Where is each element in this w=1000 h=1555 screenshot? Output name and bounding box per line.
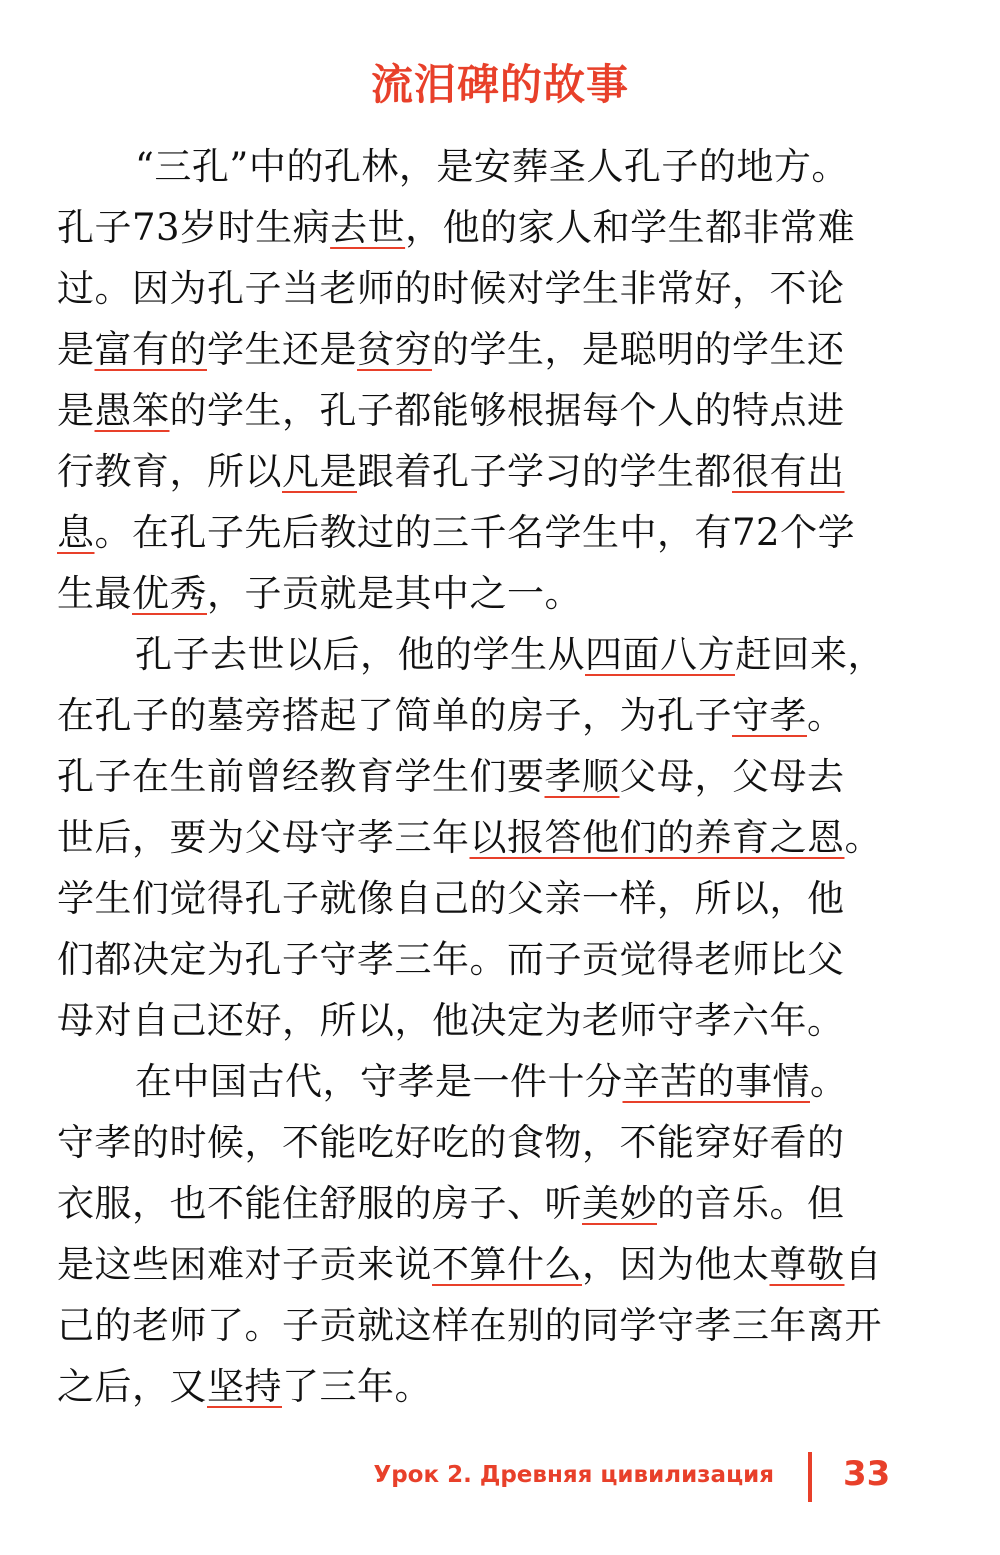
text-line <box>57 441 917 502</box>
text-line <box>57 685 917 746</box>
vocabulary-word: 富有的 <box>94 328 207 371</box>
text-line <box>57 1295 917 1356</box>
text-segment: 是 <box>57 328 95 371</box>
text-segment: 世后，要为父母守孝三年 <box>57 816 470 859</box>
text-segment: 是 <box>57 389 95 432</box>
text-line <box>57 197 917 258</box>
text-segment: 。在孔子先后教过的三千名学生中，有72个学 <box>94 511 856 554</box>
text-line <box>57 136 917 197</box>
text-segment: 的学生，是聪明的学生还 <box>432 328 845 371</box>
vocabulary-word: 很有出 <box>732 450 845 493</box>
text-segment: 。 <box>807 694 845 737</box>
text-segment: 过。因为孔子当老师的时候对学生非常好，不论 <box>57 267 845 310</box>
story-body <box>57 136 917 1417</box>
text-segment: 的学生，孔子都能够根据每个人的特点进 <box>169 389 845 432</box>
text-line <box>57 990 917 1051</box>
lesson-title: Урок 2. Древняя цивилизация <box>373 1462 774 1488</box>
vocabulary-word: 孝顺 <box>544 755 620 798</box>
text-line <box>57 624 917 685</box>
text-segment: 学生们觉得孔子就像自己的父亲一样，所以，他 <box>57 877 845 920</box>
text-line <box>57 1234 917 1295</box>
text-segment: 。 <box>844 816 882 859</box>
page-footer <box>0 1452 1000 1508</box>
text-segment: 己的老师了。子贡就这样在别的同学守孝三年离开 <box>57 1304 882 1347</box>
text-line <box>57 1112 917 1173</box>
text-segment: 在中国古代，守孝是一件十分 <box>135 1060 623 1103</box>
text-segment: 跟着孔子学习的学生都 <box>357 450 732 493</box>
text-segment: 了三年。 <box>282 1365 432 1408</box>
text-segment: 孔子在生前曾经教育学生们要 <box>57 755 545 798</box>
text-segment: 孔子73岁时生病 <box>57 206 331 249</box>
text-line <box>57 868 917 929</box>
text-line <box>57 746 917 807</box>
vocabulary-word: 四面八方 <box>585 633 735 676</box>
text-line <box>57 1173 917 1234</box>
text-segment: 。 <box>810 1060 848 1103</box>
vocabulary-word: 贫穷 <box>357 328 432 371</box>
text-segment: 自 <box>844 1243 882 1286</box>
text-segment: 生最 <box>57 572 132 615</box>
text-line <box>57 563 917 624</box>
page-title: 流泪碑的故事 <box>370 60 629 109</box>
text-segment: 母对自己还好，所以，他决定为老师守孝六年。 <box>57 999 845 1042</box>
footer-divider <box>808 1452 812 1502</box>
text-segment: 父母，父母去 <box>619 755 845 798</box>
text-segment: 孔子去世以后，他的学生从 <box>135 633 585 676</box>
vocabulary-word: 息 <box>57 511 95 554</box>
vocabulary-word: 美妙 <box>582 1182 657 1225</box>
text-line <box>57 502 917 563</box>
text-segment: 们都决定为孔子守孝三年。而子贡觉得老师比父 <box>57 938 845 981</box>
text-segment: “三孔”中的孔林，是安葬圣人孔子的地方。 <box>135 145 849 188</box>
text-line <box>57 319 917 380</box>
text-segment: 在孔子的墓旁搭起了简单的房子，为孔子 <box>57 694 732 737</box>
vocabulary-word: 愚笨 <box>94 389 170 432</box>
text-segment: 的音乐。但 <box>657 1182 845 1225</box>
text-line <box>57 1051 917 1112</box>
text-segment: 是这些困难对子贡来说 <box>57 1243 432 1286</box>
vocabulary-word: 守孝 <box>732 694 807 737</box>
text-segment: ，他的家人和学生都非常难 <box>405 206 856 249</box>
text-line <box>57 258 917 319</box>
page-number: 33 <box>843 1454 891 1494</box>
text-line <box>57 1356 917 1417</box>
vocabulary-word: 尊敬 <box>769 1243 845 1286</box>
vocabulary-word: 不算什么 <box>432 1243 582 1286</box>
vocabulary-word: 以报答他们的养育之恩 <box>469 816 845 859</box>
text-segment: 学生还是 <box>207 328 357 371</box>
text-segment: 赶回来， <box>735 633 885 676</box>
text-segment: 行教育，所以 <box>57 450 282 493</box>
text-segment: 守孝的时候，不能吃好吃的食物，不能穿好看的 <box>57 1121 845 1164</box>
text-segment: ，因为他太 <box>582 1243 770 1286</box>
vocabulary-word: 坚持 <box>207 1365 282 1408</box>
text-segment: ，子贡就是其中之一。 <box>207 572 582 615</box>
text-segment: 衣服，也不能住舒服的房子、听 <box>57 1182 582 1225</box>
vocabulary-word: 优秀 <box>132 572 207 615</box>
vocabulary-word: 凡是 <box>282 450 357 493</box>
text-segment: 之后，又 <box>57 1365 207 1408</box>
text-line <box>57 807 917 868</box>
text-line <box>57 380 917 441</box>
vocabulary-word: 辛苦的事情 <box>622 1060 810 1103</box>
text-line <box>57 929 917 990</box>
vocabulary-word: 去世 <box>330 206 406 249</box>
